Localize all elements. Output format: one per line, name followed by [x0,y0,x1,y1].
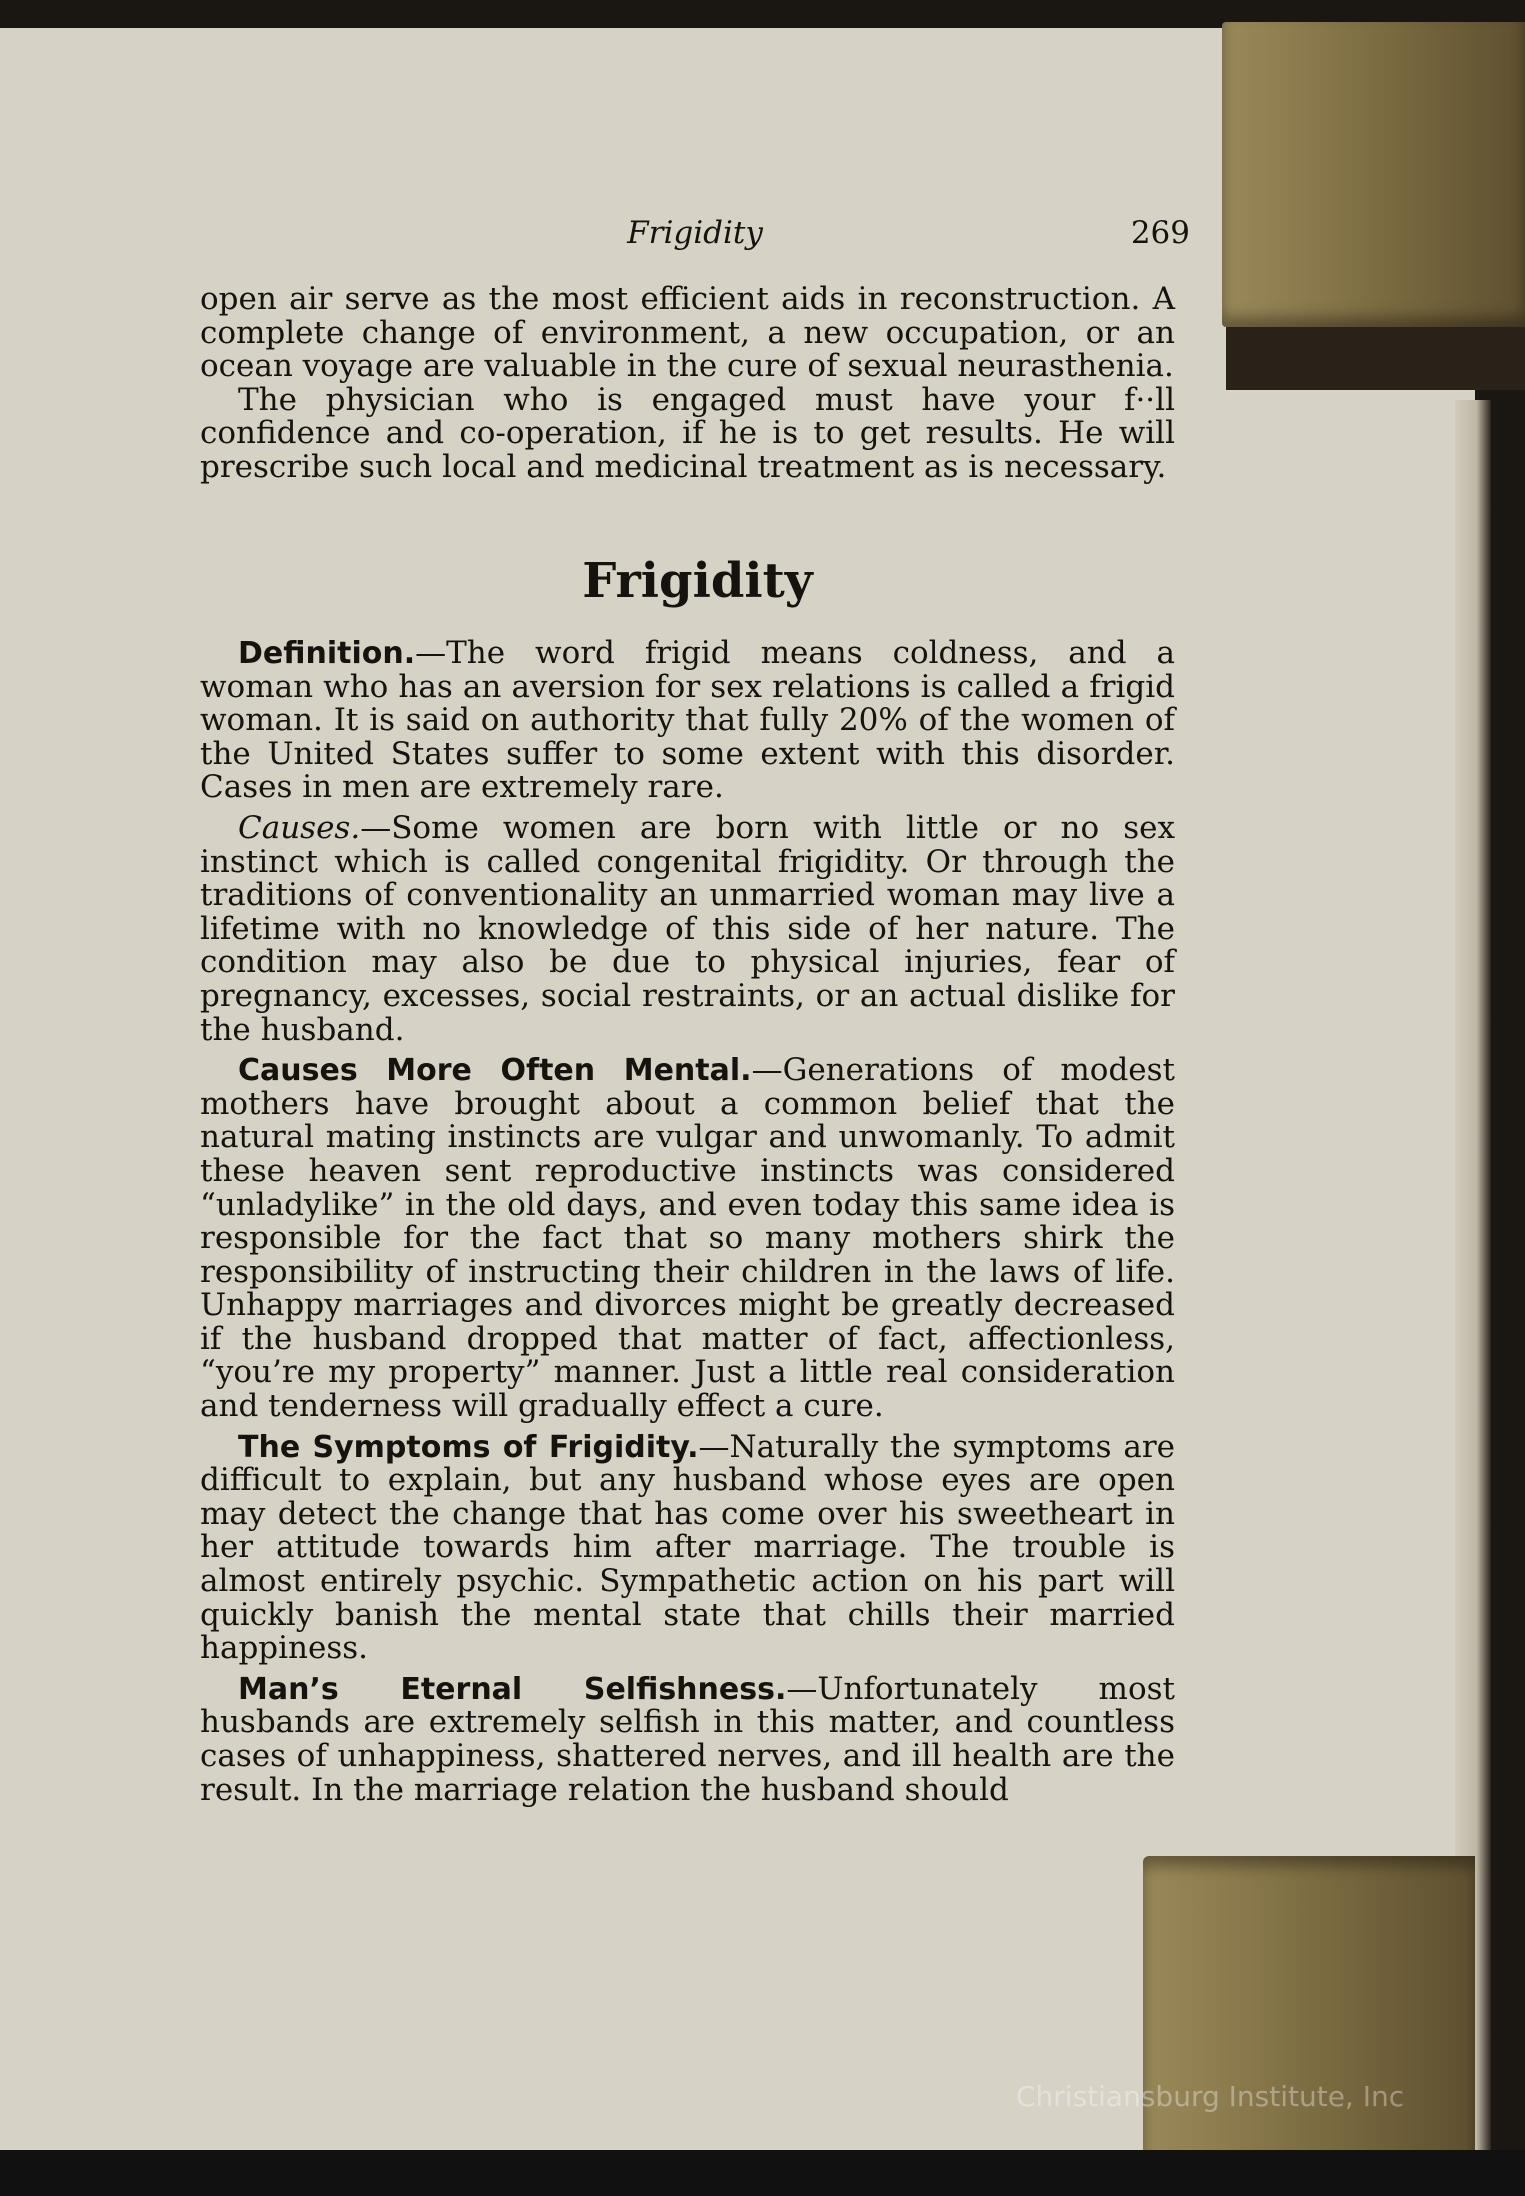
background-shadow [0,2150,1525,2196]
paragraph-head: Definition. [238,636,416,671]
opening-paragraph-1: open air serve as the most efficient aids in reconstruction. A complete change of environment, a new occupation, or an ocean voyage are valuable in the cure of sexual neurasthenia. [200,281,1175,385]
paragraph-definition [200,637,1175,805]
paragraph-body: —Generations of modest mothers have brought about a common belief that the natural mating instincts are vulgar and unwomanly. To admit these heaven sent reproductive instincts was considered “unladylike” in the old days, and even today this same idea is responsible for the fact that so many mothers shirk the responsibility of instructing their children in the laws of life. Unhappy marriages and divorces might be greatly decreased if the husband dropped that matter of fact, affectionless, “you’re my property” manner. Just a little real consideration and tenderness will gradually effect a cure. [200,1052,1175,1425]
paragraph-symptoms [200,1428,1175,1667]
opening-paragraph-2: The physician who is engaged must have your f··ll confidence and co-operation, if he is to get results. He will prescribe such local and medicinal treatment as is necessary. [200,381,1175,485]
running-title: Frigidity [627,215,763,251]
paragraph-selfishness [200,1670,1175,1808]
paragraph-body: —Unfortunately most husbands are extremely selfish in this matter, and countless cases of unhappiness, shattered nerves, and ill health are the result. In the marriage relation the husband should [200,1670,1175,1808]
index-tab-top [1222,22,1525,327]
watermark: Christiansburg Institute, Inc [1016,2080,1405,2113]
page-number: 269 [1130,215,1190,251]
paragraph-causes [200,809,1175,1048]
opening-text [200,283,1175,485]
cover-shadow [1226,320,1525,390]
paragraph-body: —Some women are born with little or no sex instinct which is called congenital frigidity. Or through the traditions of conventionality an unmarried woman may live a lifetime with no knowledge of this side of her nature. The condition may also be due to physical injuries, fear of pregnancy, excesses, social restraints, or an actual dislike for the husband. [200,809,1175,1048]
paragraph-body: —Naturally the symptoms are difficult to explain, but any husband whose eyes are open may detect the change that has come over his sweetheart in her attitude towards him after marriage. The trouble is almost entirely psychic. Sympathetic action on his part will quickly banish the mental state that chills their married happiness. [200,1428,1175,1667]
paragraph-head: Causes. [238,809,361,846]
paragraph-causes-mental [200,1054,1175,1424]
paragraph-head: Man’s Eternal Selfishness. [238,1671,787,1707]
paragraph-head: The Symptoms of Frigidity. [238,1429,699,1465]
paragraph-head: Causes More Often Mental. [238,1053,752,1089]
section-body [200,637,1175,1807]
paragraph-body: —The word frigid means coldness, and a woman who has an aversion for sex relations is called a frigid woman. It is said on authority that fully 20% of the women of the United States suffer to some extent with this disorder. Cases in men are extremely rare. [200,635,1175,806]
section-title: Frigidity [582,553,813,609]
